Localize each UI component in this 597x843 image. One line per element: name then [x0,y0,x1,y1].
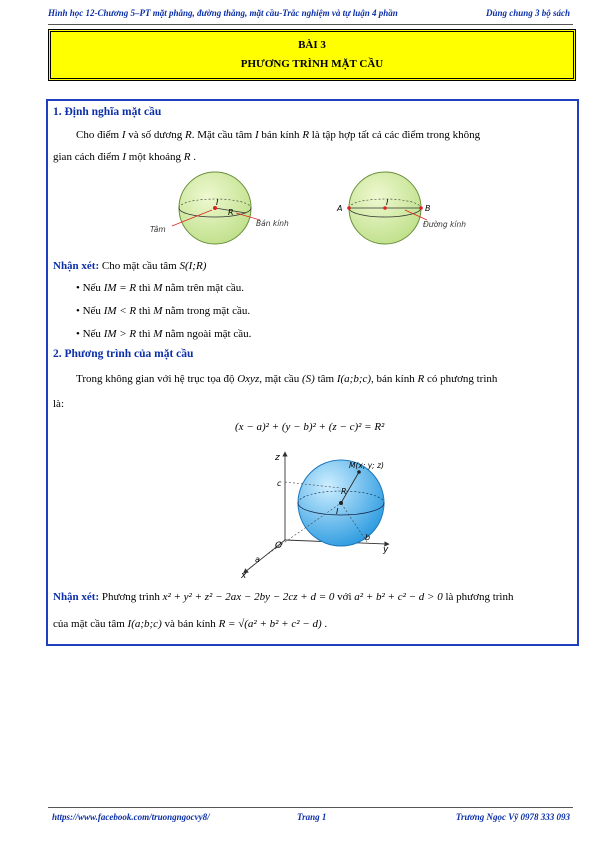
page-number: Trang 1 [297,812,327,822]
page-header [48,8,570,22]
section1-para-line2: gian cách điểm I một khoảng R . [53,151,196,163]
remark2-line1: Nhận xét: Phương trình x² + y² + z² − 2ax − 2by − 2cz + d = 0 với a² + b² + c² − d > 0 là phương trình [53,591,514,603]
point-M [357,470,361,474]
bullet-on-sphere: • Nếu IM = R thì M nằm trên mặt cầu. [76,282,245,294]
lesson-title: PHƯƠNG TRÌNH MẶT CẦU [240,58,384,70]
radius-caption: Bán kính [256,219,289,228]
footer-link[interactable]: https://www.facebook.com/truongngocvy8/ [52,812,210,822]
label-x: x [241,571,247,580]
section1-heading: 1. Định nghĩa mặt cầu [53,106,162,118]
label-b: b [365,533,371,542]
sphere-coordinate-figure [237,448,407,580]
bullet-outside-sphere: • Nếu IM > R thì M nằm ngoài mặt cầu. [76,328,252,340]
label-I: I [216,198,219,207]
header-right: Dùng chung 3 bộ sách [485,8,570,18]
label-M: M(x; y; z) [349,461,384,470]
label-B: B [425,204,431,213]
bullet-inside-sphere: • Nếu IM < R thì M nằm trong mặt cầu. [76,305,251,317]
sphere-diameter-figure [333,168,483,248]
header-left: Hình học 12-Chương 5–PT mặt phẳng, đường thẳng, mặt cầu-Trắc nghiệm và tự luận 4 phần [48,8,398,18]
section2-para-line2: là: [53,398,64,410]
footer-divider [48,807,573,808]
section2-para-line1: Trong không gian với hệ trục tọa độ Oxyz, mặt cầu (S) tâm I(a;b;c), bán kính R có phương trình [76,373,498,385]
label-R: R [341,487,347,496]
label-O: O [275,541,283,551]
sphere-radius-figure [150,168,300,248]
diameter-caption: Đường kính [423,220,466,229]
section2-heading: 2. Phương trình của mặt cầu [53,348,194,360]
label-I: I [336,507,339,516]
label-A: A [337,204,343,213]
center-caption: Tâm [150,225,166,234]
remark2-line2: của mặt cầu tâm I(a;b;c) và bán kính R = √(a² + b² + c² − d) . [53,618,328,630]
lesson-number: BÀI 3 [298,39,326,51]
sphere-equation: (x − a)² + (y − b)² + (z − c)² = R² [235,421,385,433]
section1-para-line1: Cho điểm I và số dương R. Mặt cầu tâm I bán kính R là tập hợp tất cả các điểm trong không [76,129,481,141]
lesson-title-box [48,29,576,81]
label-R: R [228,208,234,217]
label-I: I [386,198,389,207]
header-divider [48,24,573,25]
label-z: z [275,453,280,463]
footer-author: Trương Ngọc Vỹ 0978 333 093 [455,812,570,822]
label-c: c [277,479,282,488]
label-a: a [255,555,260,564]
remark1: Nhận xét: Cho mặt cầu tâm S(I;R) [53,260,207,272]
label-y: y [383,545,389,555]
center-point [339,501,343,505]
